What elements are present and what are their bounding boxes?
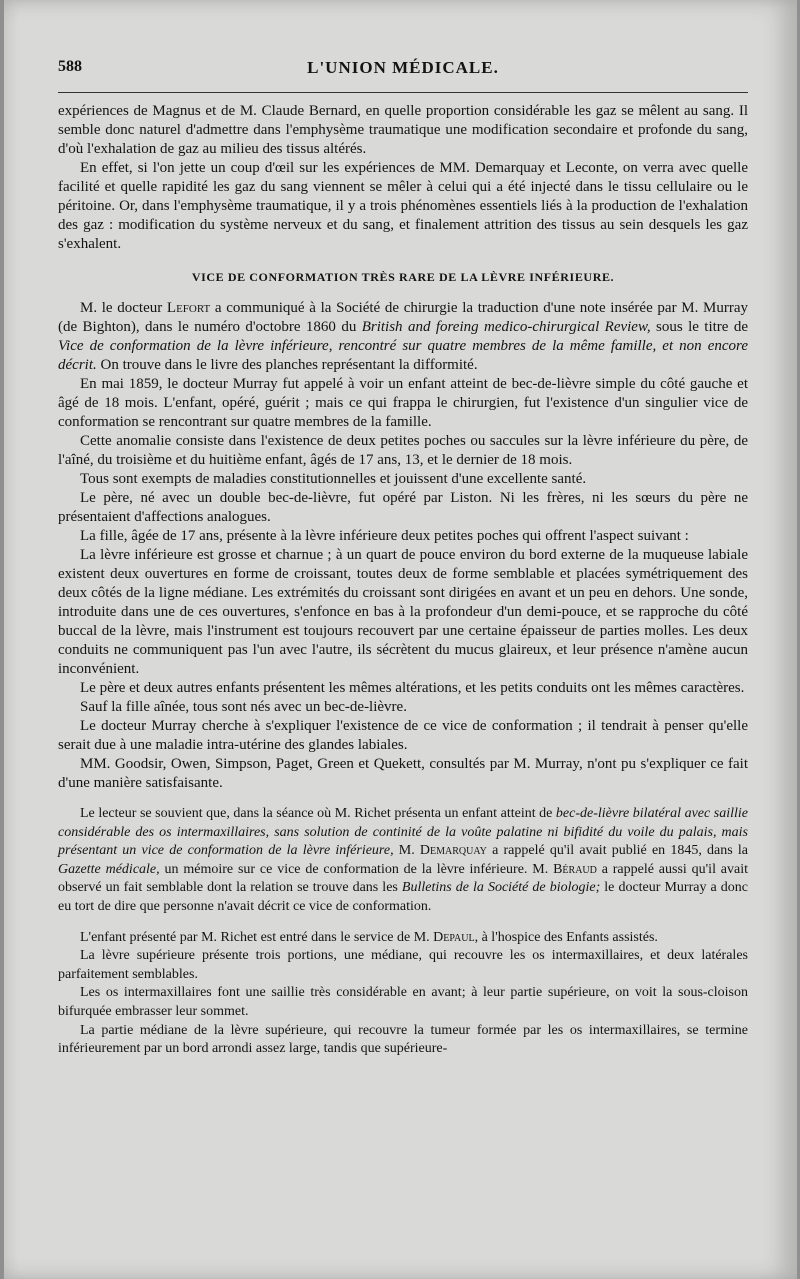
paragraph: M. le docteur Lefort a communiqué à la Société de chirurgie la traduction d'une note insérée par M. Murray (de Bighton), dans le numéro d'octobre 1860 du British and foreing medico-chirurgical Review, sous le titre de Vice de conformation de la lèvre inférieure, rencontré sur quatre membres de la même famille, et non encore décrit. On trouve dans le livre des planches représentant la difformité. <box>58 300 748 373</box>
page-header <box>58 58 748 84</box>
paragraph: En mai 1859, le docteur Murray fut appelé à voir un enfant atteint de bec-de-lièvre simple du côté gauche et âgé de 18 mois. L'enfant, opéré, guérit ; mais ce qui frappa le chirurgien, fut l'existence d'un singulier vice de conformation se rencontrant sur quatre membres de la famille. <box>58 376 748 430</box>
paragraph: Tous sont exempts de maladies constitutionnelles et jouissent d'une excellente santé. <box>80 471 587 487</box>
paragraph: L'enfant présenté par M. Richet est entré dans le service de M. Depaul, à l'hospice des Enfants assistés. <box>80 929 658 945</box>
section-title: VICE DE CONFORMATION TRÈS RARE DE LA LÈVRE INFÉRIEURE. <box>191 270 615 284</box>
author-name: Depaul <box>433 929 475 945</box>
paragraph: Le père, né avec un double bec-de-lièvre, fut opéré par Liston. Ni les frères, ni les sœurs du père ne présentaient d'affections analogues. <box>58 490 748 525</box>
page-sheet <box>4 0 797 1279</box>
author-name: Demarquay <box>419 843 487 859</box>
paragraph: En effet, si l'on jette un coup d'œil sur les expériences de MM. Demarquay et Leconte, on verra avec quelle facilité et quelle rapidité les gaz du sang viennent se mêler à celui qui a été injecté dans le tissu cellulaire ou le péritoine. Or, dans l'emphysème traumatique, il y a trois phénomènes essentiels liés à la production de l'exhalation des gaz : modification du système nerveux et du sang, et finalement attrition des tissus au sein desquels les gaz s'exhalent. <box>58 160 748 252</box>
paragraph: Le père et deux autres enfants présentent les mêmes altérations, et les petits conduits ont les mêmes caractères. <box>80 680 745 696</box>
paragraph: La partie médiane de la lèvre supérieure, qui recouvre la tumeur formée par les os intermaxillaires, se termine inférieurement par un bord arrondi assez large, tandis que supérieure- <box>58 1022 748 1057</box>
article-title: Vice de conformation de la lèvre inférieure, rencontré sur quatre membres de la même famille, et non encore décrit. <box>58 338 748 373</box>
page-number: 588 <box>58 58 82 75</box>
italic-phrase: bec-de-lièvre bilatéral avec saillie considérable des os intermaxillaires, sans solution de continité de la voûte palatine ni bifidité du voile du palais, mais présentant un vice de conformation de la lèvre inférieure, <box>58 806 748 859</box>
header-rule <box>58 92 748 93</box>
paragraph: La lèvre supérieure présente trois portions, une médiane, qui recouvre les os intermaxillaires, et deux latérales parfaitement semblables. <box>58 948 748 982</box>
author-name: Lefort <box>166 300 211 316</box>
paragraph: Les os intermaxillaires font une saillie très considérable en avant; à leur partie supérieure, on voit la sous-cloison bifurquée embrasser leur sommet. <box>58 985 748 1019</box>
journal-title: British and foreing medico-chirurgical Review, <box>361 319 651 335</box>
paragraph: La lèvre inférieure est grosse et charnue ; à un quart de pouce environ du bord externe de la muqueuse labiale existent deux ouvertures en forme de croissant, toutes deux de forme semblable et placées symétriquement des deux côtés de la ligne médiane. Les extrémités du croissant sont dirigées en avant et un peu en dehors. Une sonde, introduite dans une de ces ouvertures, s'enfonce en bas à la profondeur d'un demi-pouce, et se rapproche du côté buccal de la lèvre, mais l'instrument est toujours recouvert par une certaine épaisseur de parties molles. Les deux conduits ne communiquent pas l'un avec l'autre, ils sécrètent du mucus glaireux, et leur présence n'amène aucun inconvénient. <box>58 547 748 677</box>
paragraph: Cette anomalie consiste dans l'existence de deux petites poches ou saccules sur la lèvre inférieure du père, de l'aîné, du troisième et du huitième enfant, âgés de 17 ans, 13, et le dernier de 18 mois. <box>58 433 748 468</box>
paragraph: MM. Goodsir, Owen, Simpson, Paget, Green et Quekett, consultés par M. Murray, n'ont pu s'expliquer ce fait d'une manière satisfaisante. <box>58 756 748 791</box>
journal-title: Bulletins de la Société de biologie; <box>401 880 601 896</box>
paragraph: Sauf la fille aînée, tous sont nés avec un bec-de-lièvre. <box>80 699 407 715</box>
paragraph-continuation: expériences de Magnus et de M. Claude Bernard, en quelle proportion considérable les gaz se mêlent au sang. Il semble donc naturel d'admettre dans l'emphysème traumatique une modification secondaire et profonde du sang, d'où l'exhalation de gaz au milieu des tissus altérés. <box>58 103 748 157</box>
paragraph: Le lecteur se souvient que, dans la séance où M. Richet présenta un enfant atteint de bec-de-lièvre bilatéral avec saillie considérable des os intermaxillaires, sans solution de continité de la voûte palatine ni bifidité du voile du palais, mais présentant un vice de conformation de la lèvre inférieure, M. Demarquay a rappelé qu'il avait publié en 1845, dans la Gazette médicale, un mémoire sur ce vice de conformation de la lèvre inférieure. M. Béraud a rappelé aussi qu'il avait observé un fait semblable dont la relation se trouve dans les Bulletins de la Société de biologie; le docteur Murray a donc eu tort de dire que personne n'avait décrit ce vice de conformation. <box>58 806 749 914</box>
paragraph: La fille, âgée de 17 ans, présente à la lèvre inférieure deux petites poches qui offrent l'aspect suivant : <box>80 528 689 544</box>
journal-title: Gazette médicale, <box>58 861 160 877</box>
paragraph: Le docteur Murray cherche à s'expliquer l'existence de ce vice de conformation ; il tendrait à penser qu'elle serait due à une maladie intra-utérine des glandes labiales. <box>58 718 748 753</box>
author-name: Béraud <box>553 861 597 877</box>
running-head: L'UNION MÉDICALE. <box>307 58 499 77</box>
article-body <box>58 102 748 1059</box>
